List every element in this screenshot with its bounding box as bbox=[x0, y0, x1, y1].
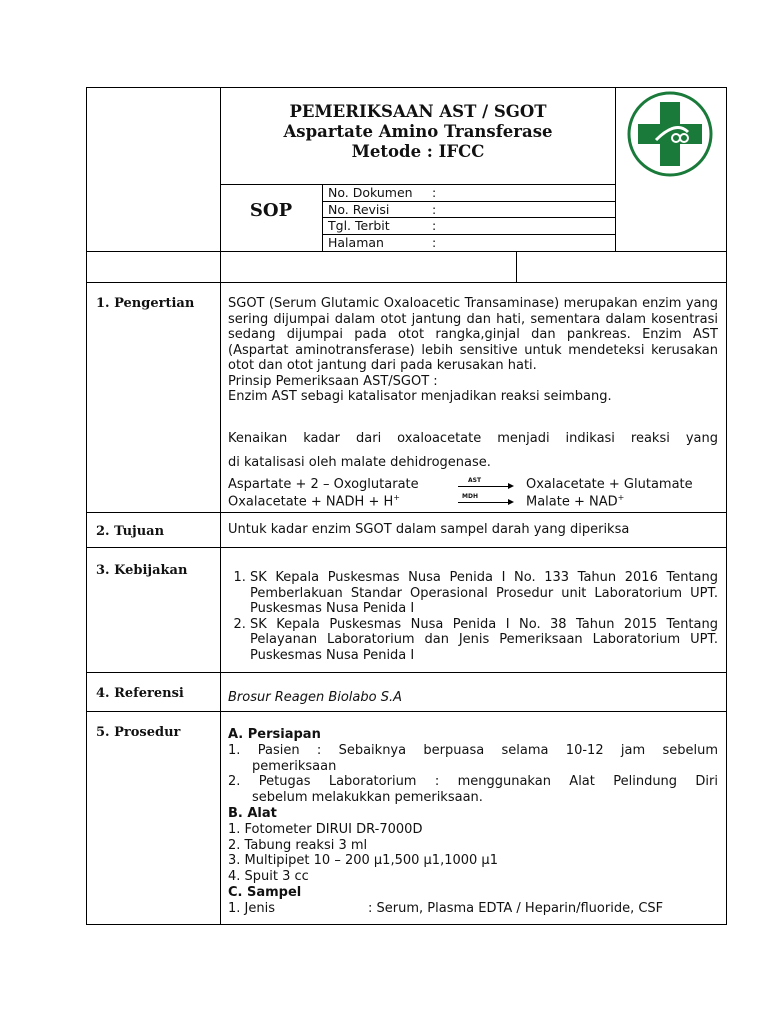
title-line-2: Aspartate Amino Transferase bbox=[283, 122, 553, 141]
eq2-left: Oxalacetate + NADH + H bbox=[228, 494, 394, 510]
prosedur-c1-value: : Serum, Plasma EDTA / Heparin/fluoride, CSF bbox=[368, 900, 664, 916]
meta-label: Tgl. Terbit bbox=[328, 218, 390, 233]
prosedur-b3: 3. Multipipet 10 – 200 µ1,500 µ1,1000 µ1 bbox=[228, 853, 498, 869]
kenaikan-line1: Kenaikan kadar dari oxaloacetate menjadi indikasi reaksi yang bbox=[228, 431, 718, 446]
eq2-left-sup: + bbox=[393, 493, 400, 502]
eq2-enzyme: MDH bbox=[462, 493, 478, 500]
eq2-arrow-head bbox=[508, 499, 514, 505]
meta-colon: : bbox=[432, 235, 437, 250]
eq1-arrow bbox=[458, 486, 510, 487]
sep-tujuan bbox=[86, 547, 727, 548]
title-line-1: PEMERIKSAAN AST / SGOT bbox=[289, 102, 547, 121]
eq1-enzyme: AST bbox=[468, 477, 482, 484]
header-bottom-line bbox=[86, 251, 727, 252]
prosedur-a-title: A. Persiapan bbox=[228, 727, 321, 742]
pengertian-content bbox=[228, 296, 718, 405]
title-line-3: Metode : IFCC bbox=[351, 142, 485, 161]
meta-label: No. Revisi bbox=[328, 202, 390, 217]
sep-referensi bbox=[86, 711, 727, 712]
kebijakan-content bbox=[228, 570, 718, 663]
referensi-text: Brosur Reagen Biolabo S.A bbox=[228, 690, 403, 705]
cross-icon bbox=[626, 90, 714, 178]
prosedur-a2: 2. Petugas Laboratorium : menggunakan Alat Pelindung Diri bbox=[228, 774, 718, 790]
prinsip-title: Prinsip Pemeriksaan AST/SGOT : bbox=[228, 373, 438, 389]
label-referensi: 4. Referensi bbox=[96, 686, 184, 701]
blank-row-bottom-line bbox=[86, 282, 727, 283]
meta-colon: : bbox=[432, 202, 437, 217]
prosedur-a1b: pemeriksaan bbox=[252, 758, 337, 774]
eq2-right-sup: + bbox=[617, 493, 625, 502]
sep-kebijakan bbox=[86, 672, 727, 673]
meta-colon: : bbox=[432, 218, 437, 233]
prosedur-a2b: sebelum melakukkan pemeriksaan. bbox=[252, 790, 483, 806]
tujuan-text: Untuk kadar enzim SGOT dalam sampel darah yang diperiksa bbox=[228, 522, 630, 537]
eq1-arrow-head bbox=[508, 483, 514, 489]
eq2-right: Malate + NAD bbox=[526, 494, 618, 510]
kebijakan-item: 2. SK Kepala Puskesmas Nusa Penida I No. 38 Tahun 2015 Tentang Pelayanan Laboratorium dan Jenis Pemeriksaan Laboratorium UPT. Puskesmas Nusa Penida I bbox=[250, 617, 718, 664]
document-title bbox=[220, 102, 616, 162]
kebijakan-list bbox=[228, 570, 718, 663]
meta-colon: : bbox=[432, 185, 437, 200]
prosedur-b1: 1. Fotometer DIRUI DR-7000D bbox=[228, 821, 423, 837]
prosedur-a1: 1. Pasien : Sebaiknya berpuasa selama 10-12 jam sebelum bbox=[228, 742, 718, 758]
eq1-left: Aspartate + 2 – Oxoglutarate bbox=[228, 477, 419, 492]
blank-row-divider bbox=[516, 251, 517, 282]
label-tujuan: 2. Tujuan bbox=[96, 524, 165, 539]
label-prosedur: 5. Prosedur bbox=[96, 725, 181, 740]
header-divider-left bbox=[220, 87, 221, 925]
meta-label: Halaman bbox=[328, 235, 384, 250]
sep-pengertian bbox=[86, 512, 727, 513]
puskesmas-cross-logo bbox=[626, 90, 714, 178]
prosedur-b4: 4. Spuit 3 cc bbox=[228, 869, 309, 885]
title-bottom-line bbox=[220, 184, 615, 185]
kenaikan-line2: di katalisasi oleh malate dehidrogenase. bbox=[228, 455, 491, 470]
prosedur-c-title: C. Sampel bbox=[228, 884, 302, 900]
eq2-right-wrap bbox=[526, 493, 624, 509]
label-pengertian: 1. Pengertian bbox=[96, 296, 195, 311]
prosedur-c1 bbox=[228, 901, 718, 917]
eq2-arrow bbox=[458, 502, 510, 503]
eq2-left-wrap bbox=[228, 493, 400, 509]
prinsip-text: Enzim AST sebagi katalisator menjadikan reaksi seimbang. bbox=[228, 389, 612, 404]
prosedur-c1-label: 1. Jenis bbox=[228, 900, 275, 916]
meta-label: No. Dokumen bbox=[328, 185, 413, 200]
kebijakan-item: 1. SK Kepala Puskesmas Nusa Penida I No. 133 Tahun 2016 Tentang Pemberlakuan Standar Operasional Prosedur unit Laboratorium UPT. Puskesmas Nusa Penida I bbox=[250, 570, 718, 617]
pengertian-para: SGOT (Serum Glutamic Oxaloacetic Transaminase) merupakan enzim yang sering dijumpai dalam otot jantung dan hati, sementara dalam kosentrasi sedang dijumpai pada otot rangka,ginjal dan pankreas. Enzim AST (Aspartat aminotransferase) lebih sensitive untuk mendeteksi kerusakan otot dan otot jantung dari pada kerusakan hati. bbox=[228, 296, 718, 373]
sop-label: SOP bbox=[249, 200, 293, 221]
prosedur-b2: 2. Tabung reaksi 3 ml bbox=[228, 837, 368, 853]
label-kebijakan: 3. Kebijakan bbox=[96, 563, 188, 578]
prosedur-b-title: B. Alat bbox=[228, 805, 277, 821]
prosedur-content bbox=[228, 727, 718, 917]
eq1-right: Oxalacetate + Glutamate bbox=[526, 477, 693, 492]
